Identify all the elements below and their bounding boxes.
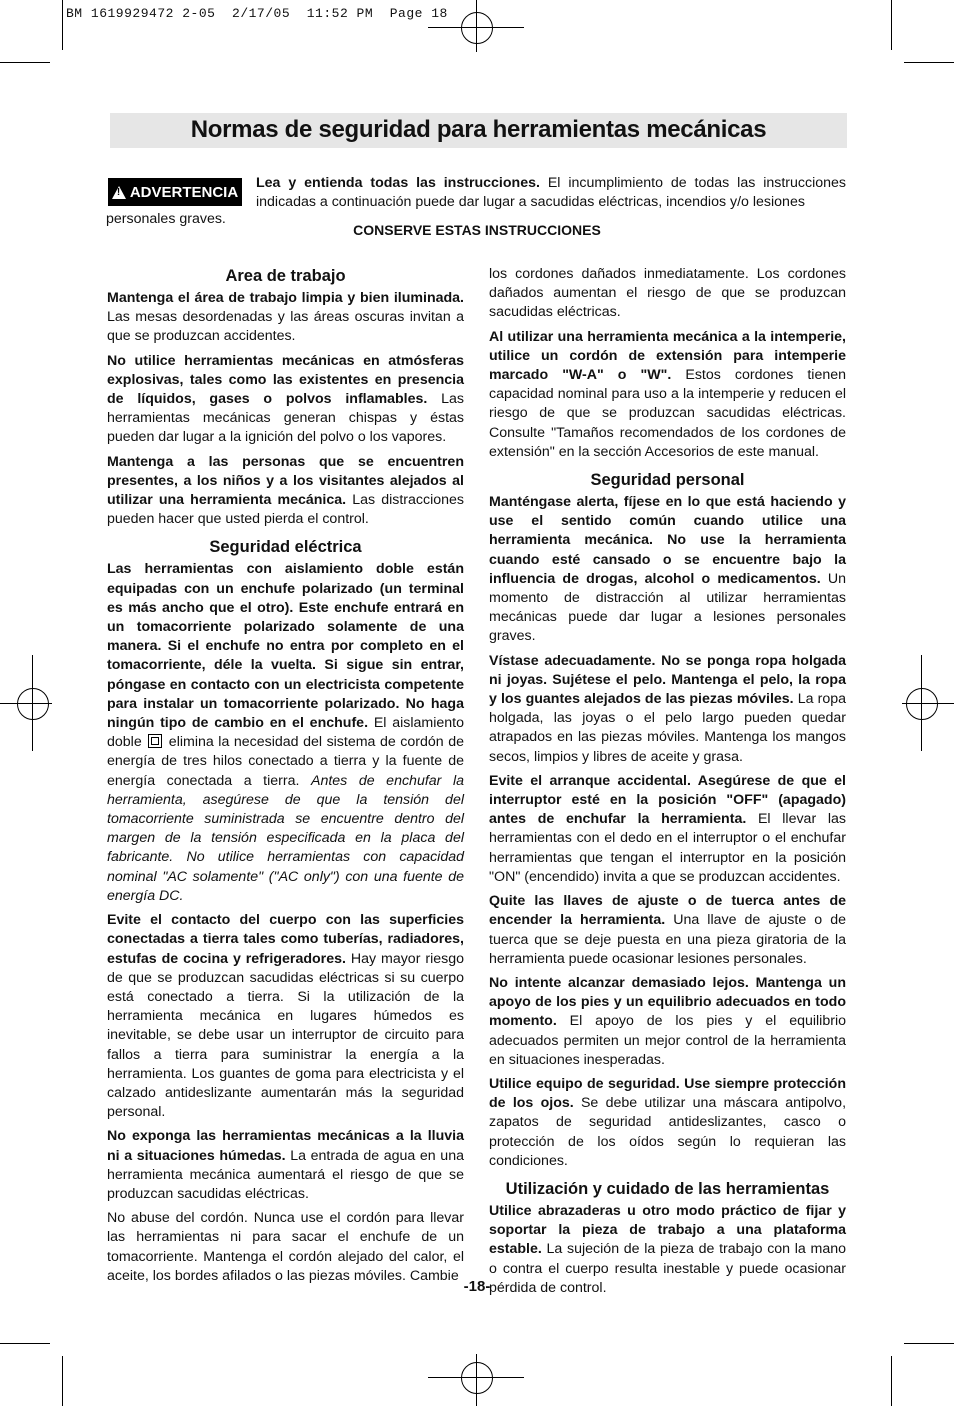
paragraph	[107, 1127, 464, 1204]
crop-mark-bottom-left-h	[0, 1343, 50, 1344]
warning-badge	[108, 178, 242, 206]
paragraph-text: Las distracciones pueden hacer que usted pierda el control.	[107, 492, 464, 528]
paragraph-bold: Evite el arranque accidental. Asegúrese de que el interruptor esté en la posición "OFF" (apagado) antes de enchufar la herramienta.	[489, 772, 846, 828]
paragraph-text: El aislamiento doble	[107, 715, 465, 751]
paragraph-bold: No intente alcanzar demasiado lejos. Mantenga un apoyo de los pies y un equilibrio adecuados en todo momento.	[489, 974, 846, 1030]
section-heading-seguridad-personal: Seguridad personal	[590, 471, 745, 490]
title-bar	[110, 113, 847, 148]
right-column	[489, 265, 846, 1303]
paragraph	[489, 493, 846, 647]
crop-mark-bottom-right-v	[891, 1356, 892, 1406]
double-insulation-icon	[148, 734, 162, 748]
conserve-heading: CONSERVE ESTAS INSTRUCCIONES	[353, 222, 601, 238]
paragraph-text: La ropa holgada, las joyas o el pelo largo pueden quedar atrapados en las piezas móviles. Mantenga los mangos secos, limpios y libres de aceite y grasa.	[489, 691, 846, 765]
paragraph-bold: No exponga las herramientas mecánicas a la lluvia ni a situaciones húmedas.	[107, 1128, 464, 1164]
registration-mark-bottom	[461, 1362, 493, 1394]
paragraph	[489, 652, 846, 767]
crop-mark-top-left-v	[62, 0, 63, 50]
warning-triangle-icon	[112, 186, 126, 199]
paragraph	[107, 911, 464, 1122]
paragraph-text: La entrada de agua en una herramienta mecánica aumentará el riesgo de que se produzcan sacudidas eléctricas.	[107, 1147, 464, 1202]
paragraph	[489, 328, 846, 462]
paragraph	[489, 974, 846, 1070]
paragraph-bold: Utilice abrazaderas u otro modo práctico de fijar y soportar la pieza de trabajo a una plataforma estable.	[489, 1202, 846, 1258]
paragraph-bold: Manténgase alerta, fíjese en lo que está haciendo y use el sentido común cuando utilice una herramienta mecánica. No use la herramienta cuando esté cansado o se encuentre bajo la influencia de drogas, alcohol o medicamentos.	[489, 494, 846, 587]
paragraph-text: Se debe utilizar una máscara antipolvo, zapatos de seguridad antideslizantes, casco o protección de los oídos según lo requieran las condiciones.	[489, 1095, 847, 1169]
paragraph-text: Estos cordones tienen capacidad nominal para uso a la intemperie y reducen el riesgo de que se produzcan sacudidas eléctricas. Consulte "Tamaños recomendados de los cordones de extensión" en la sección Accesorios de este manual.	[489, 367, 846, 460]
paragraph-bold: Evite el contacto del cuerpo con las superficies conectadas a tierra tales como tuberías, radiadores, estufas de cocina y refrigeradores.	[107, 912, 464, 967]
page-number: -18-	[463, 1278, 491, 1295]
paragraph-text: elimina la necesidad del sistema de cordón de energía de tres hilos conectado a tierra y la fuente de energía conectada a tierra.	[107, 734, 465, 789]
section-heading-area-de-trabajo: Area de trabajo	[225, 267, 346, 285]
paragraph-text: La sujeción de la pieza de trabajo con la mano o contra el cuerpo resulta inestable y puede ocasionar pérdida de control.	[489, 1241, 846, 1296]
printer-slug: BM 1619929472 2-05 2/17/05 11:52 PM Page 18	[66, 6, 448, 21]
registration-mark-right	[906, 688, 938, 720]
paragraph	[489, 1075, 846, 1171]
registration-mark-bottom-h	[428, 1377, 524, 1378]
crop-mark-top-left-h	[0, 62, 50, 63]
registration-mark-left-h	[0, 703, 52, 704]
paragraph-italic: Antes de enchufar la herramienta, asegúrese de que la tensión del tomacorriente suministrada se encuentre dentro del margen de la tensión especificada en la placa del fabricante. No utilice herramientas con capacidad nominal "AC solamente" ("AC only") con una fuente de energía DC.	[107, 772, 465, 904]
paragraph	[489, 772, 846, 887]
paragraph-text: Las mesas desordenadas y las áreas oscuras invitan a que se produzcan accidentes.	[107, 309, 464, 345]
left-column	[107, 265, 464, 1291]
paragraph	[107, 560, 464, 906]
paragraph-text: El apoyo de los pies y el equilibrio adecuados permiten un mejor control de la herramienta en situaciones inesperadas.	[489, 1013, 846, 1068]
paragraph	[107, 352, 464, 448]
page-title: Normas de seguridad para herramientas mecánicas	[190, 116, 767, 143]
paragraph: No abuse del cordón. Nunca use el cordón para llevar las herramientas ni para sacar el enchufe de un tomacorriente. Mantenga el cordón alejado del calor, el aceite, los bordes afilados o las piezas móviles. Cambie	[107, 1210, 464, 1284]
registration-mark-bottom-v	[476, 1354, 477, 1406]
paragraph-bold: Mantenga el área de trabajo limpia y bien iluminada.	[107, 290, 464, 306]
crop-mark-bottom-right-h	[904, 1343, 954, 1344]
warning-bold: Lea y entienda todas las instrucciones.	[256, 175, 540, 191]
paragraph-text: Las herramientas mecánicas generan chispas y éstas pueden dar lugar a la ignición del polvo o los vapores.	[107, 391, 464, 446]
paragraph-bold: No utilice herramientas mecánicas en atmósferas explosivas, tales como las existentes en presencia de líquidos, gases o polvos inflamables.	[107, 352, 464, 408]
warning-body: El incumplimiento de todas las instrucciones indicadas a continuación puede dar lugar a sacudidas eléctricas, incendios y/o lesiones	[256, 175, 846, 210]
registration-mark-right-h	[902, 703, 954, 704]
registration-mark-left	[17, 688, 49, 720]
registration-mark-top-h	[428, 27, 524, 28]
section-heading-utilizacion: Utilización y cuidado de las herramientas	[505, 1179, 830, 1198]
paragraph	[107, 289, 464, 347]
crop-mark-top-right-h	[904, 62, 954, 63]
paragraph	[107, 453, 464, 530]
paragraph-bold: Vístase adecuadamente. No se ponga ropa holgada ni joyas. Sujétese el pelo. Mantenga el pelo, la ropa y los guantes alejados de las piezas móviles.	[489, 652, 846, 708]
paragraph-bold: Utilice equipo de seguridad. Use siempre protección de los ojos.	[489, 1075, 846, 1112]
paragraph	[489, 892, 846, 969]
warning-label: ADVERTENCIA	[129, 183, 239, 201]
crop-mark-top-right-v	[891, 0, 892, 50]
paragraph-text: Hay mayor riesgo de que se produzcan sacudidas eléctricas si su cuerpo está conectado a tierra. Si la utilización de la herramienta mecánica en lugares húmedos es inevitable, se debe usar un interruptor de circuito para fallos a tierra para suministrar la energía a la herramienta. Los guantes de goma para electricista y el calzado antideslizante aumentarán más la seguridad personal.	[107, 950, 464, 1121]
paragraph-bold: Al utilizar una herramienta mecánica a la intemperie, utilice un cordón de extensión para intemperie marcado "W-A" o "W".	[489, 328, 846, 384]
paragraph: los cordones dañados inmediatamente. Los cordones dañados aumentan el riesgo de que se produzcan sacudidas eléctricas.	[489, 266, 846, 321]
crop-mark-bottom-left-v	[62, 1356, 63, 1406]
paragraph-text: Un momento de distracción al utilizar herramientas mecánicas puede dar lugar a lesiones personales graves.	[489, 570, 846, 645]
paragraph-bold: Las herramientas con aislamiento doble están equipadas con un enchufe polarizado (un terminal es más ancho que el otro). Este enchufe entrará en un tomacorriente polarizado solamente de una manera. Si el enchufe no entra por completo en el tomacorriente, déle la vuelta. Si sigue sin entrar, póngase en contacto con un electricista competente para instalar un tomacorriente polarizado. No haga ningún tipo de cambio en el enchufe.	[107, 561, 464, 732]
warning-text	[256, 174, 846, 212]
warning-tail: personales graves.	[106, 211, 226, 227]
paragraph-bold: Quite las llaves de ajuste o de tuerca antes de encender la herramienta.	[489, 893, 846, 929]
paragraph-bold: Mantenga a las personas que se encuentren presentes, a los niños y a los visitantes alejados al utilizar una herramienta mecánica.	[107, 453, 464, 509]
paragraph-text: El llevar las herramientas con el dedo en el interruptor o el enchufar herramientas que tengan el interruptor en la posición "ON" (encendido) invita a que se produzcan accidentes.	[489, 811, 846, 885]
registration-mark-top	[461, 12, 493, 44]
registration-mark-top-v	[476, 0, 477, 52]
section-heading-seguridad-electrica: Seguridad eléctrica	[209, 538, 362, 557]
paragraph-text: Una llave de ajuste o de tuerca que se deje puesta en una pieza giratoria de la herramienta puede ocasionar lesiones personales.	[489, 912, 846, 967]
